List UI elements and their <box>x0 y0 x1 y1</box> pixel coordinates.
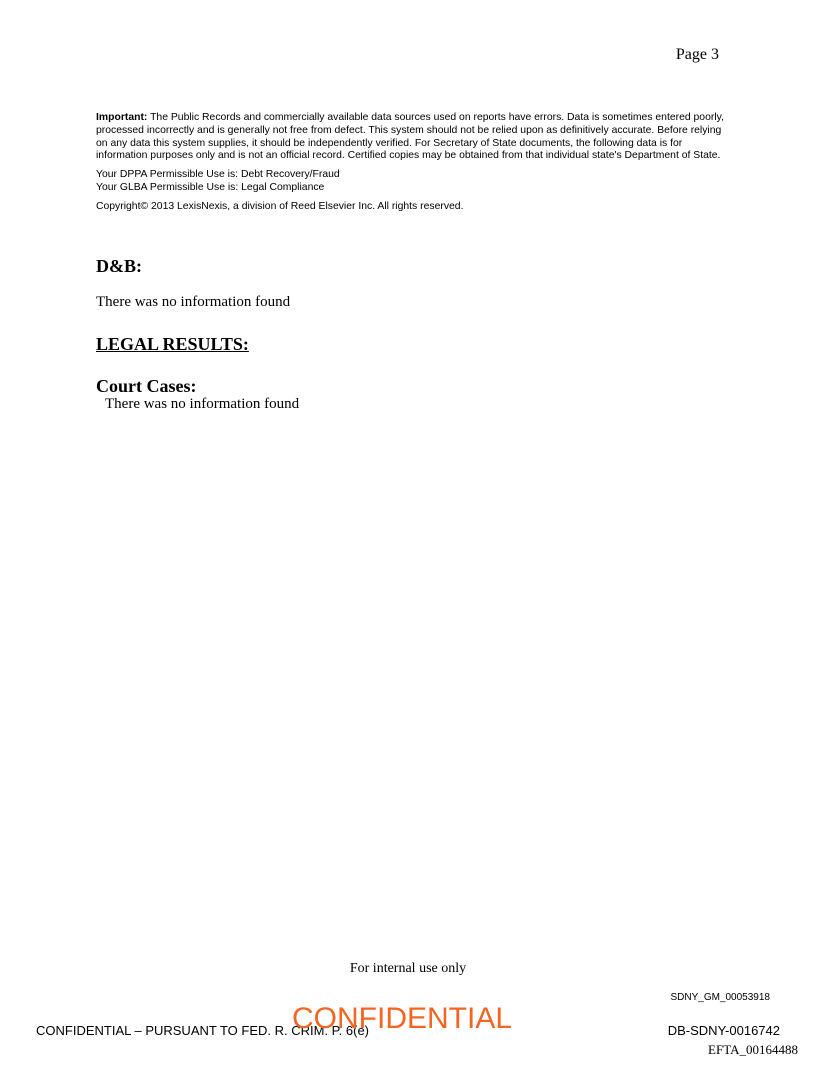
court-cases-heading: Court Cases: <box>96 376 197 396</box>
grand-jury-notice: CONFIDENTIAL – PURSUANT TO FED. R. CRIM. P. 6(e) <box>36 1023 370 1038</box>
important-label: Important: <box>96 112 148 123</box>
sdny-gm-number: SDNY_GM_00053918 <box>670 992 770 1003</box>
efta-number: EFTA_00164488 <box>708 1042 798 1057</box>
important-paragraph <box>96 112 724 163</box>
permissible-use <box>96 169 724 195</box>
confidential-stamp: CONFIDENTIAL <box>292 1002 513 1035</box>
db-sdny-number: DB-SDNY-0016742 <box>667 1023 780 1038</box>
internal-use-note: For internal use only <box>349 961 467 976</box>
dnb-heading: D&B: <box>96 256 142 276</box>
court-cases-text: There was no information found <box>105 396 300 412</box>
disclaimer-block <box>96 112 724 220</box>
page-number: Page 3 <box>675 46 719 63</box>
dppa-use: Your DPPA Permissible Use is: Debt Recovery/Fraud <box>96 169 340 181</box>
legal-results-heading: LEGAL RESULTS: <box>96 334 249 354</box>
copyright-notice: Copyright© 2013 LexisNexis, a division of Reed Elsevier Inc. All rights reserved. <box>96 200 464 212</box>
dnb-text: There was no information found <box>96 294 291 310</box>
important-text: The Public Records and commercially available data sources used on reports have errors. Data is sometimes entered poorly, processed incorrectly and is generally not free from defect. This system should not be relied upon as definitively accurate. Before relying on any data this system supplies, it should be independently verified. For Secretary of State documents, the following data is for information purposes only and is not an official record. Certified copies may be obtained from that individual state's Department of State. <box>96 112 724 162</box>
glba-use: Your GLBA Permissible Use is: Legal Compliance <box>96 181 325 193</box>
